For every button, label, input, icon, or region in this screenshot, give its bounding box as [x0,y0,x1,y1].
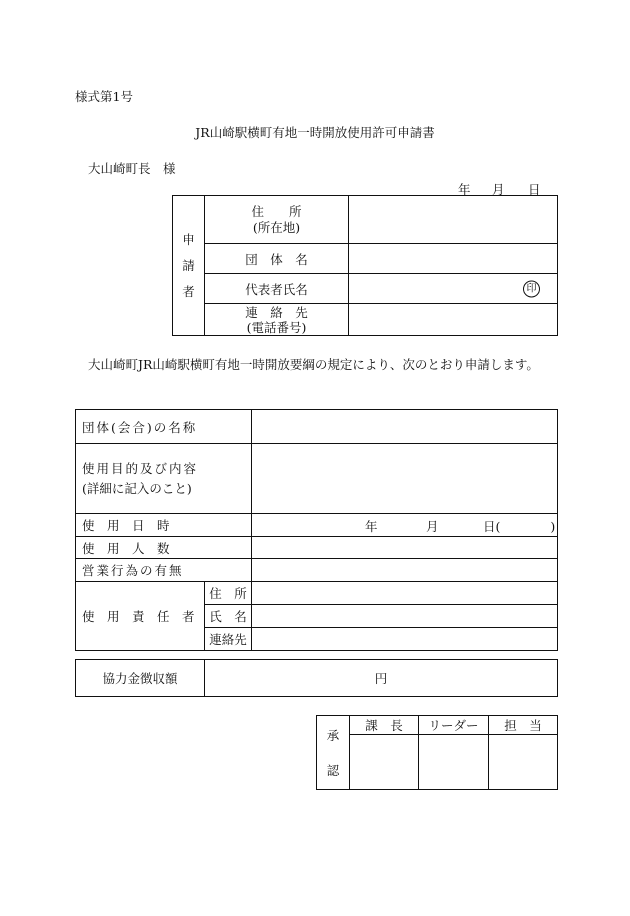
approval-leader-stamp[interactable] [419,735,489,790]
people-label: 使 用 人 数 [76,537,252,559]
datetime-label: 使 用 日 時 [76,514,252,537]
fee-field[interactable] [205,660,558,697]
statement-text: 大山崎町JR山崎駅横町有地一時開放要綱の規定により、次のとおり申請します。 [88,357,539,372]
approval-side-label: 承 認 [317,716,350,790]
datetime-year: 年 [365,519,378,534]
applicant-side-label: 申 請 者 [173,196,205,336]
datetime-day: 日( ) [483,519,556,534]
address-label-cell: 住 所 (所在地) [205,196,349,244]
details-table [75,409,558,651]
approval-staff-stamp[interactable] [489,735,558,790]
fee-table [75,659,558,697]
date-day-label: 日 [528,182,541,197]
group-name-label: 団 体 名 [205,244,349,274]
approval-chief-header: 課 長 [350,716,419,735]
responsible-label: 使 用 責 任 者 [76,582,205,651]
representative-field[interactable] [349,274,558,304]
resp-name-label: 氏 名 [205,605,252,628]
business-label: 営業行為の有無 [76,559,252,582]
resp-contact-label: 連絡先 [205,628,252,651]
purpose-field[interactable] [252,444,558,514]
representative-label: 代表者氏名 [205,274,349,304]
address-field[interactable] [349,196,558,244]
contact-label-cell: 連 絡 先 (電話番号) [205,304,349,336]
org-name-field[interactable] [252,410,558,444]
seal-mark: 印 [523,280,540,297]
form-number: 様式第1号 [75,89,133,104]
fee-label: 協力金徴収額 [76,660,205,697]
datetime-field[interactable] [252,514,558,537]
group-name-field[interactable] [349,244,558,274]
date-year-label: 年 [458,182,471,197]
contact-field[interactable] [349,304,558,336]
purpose-label-cell: 使用目的及び内容 (詳細に記入のこと) [76,444,252,514]
resp-name-field[interactable] [252,605,558,628]
resp-contact-field[interactable] [252,628,558,651]
business-field[interactable] [252,559,558,582]
addressee: 大山崎町長 様 [88,161,176,176]
datetime-month: 月 [426,519,439,534]
resp-address-field[interactable] [252,582,558,605]
applicant-table [172,195,558,336]
approval-chief-stamp[interactable] [350,735,419,790]
approval-table [316,715,558,790]
date-month-label: 月 [492,182,505,197]
people-field[interactable] [252,537,558,559]
resp-address-label: 住 所 [205,582,252,605]
approval-leader-header: リーダー [419,716,489,735]
approval-staff-header: 担 当 [489,716,558,735]
document-title: JR山崎駅横町有地一時開放使用許可申請書 [195,125,435,140]
org-name-label: 団体(会合)の名称 [76,410,252,444]
fee-unit: 円 [374,671,388,686]
